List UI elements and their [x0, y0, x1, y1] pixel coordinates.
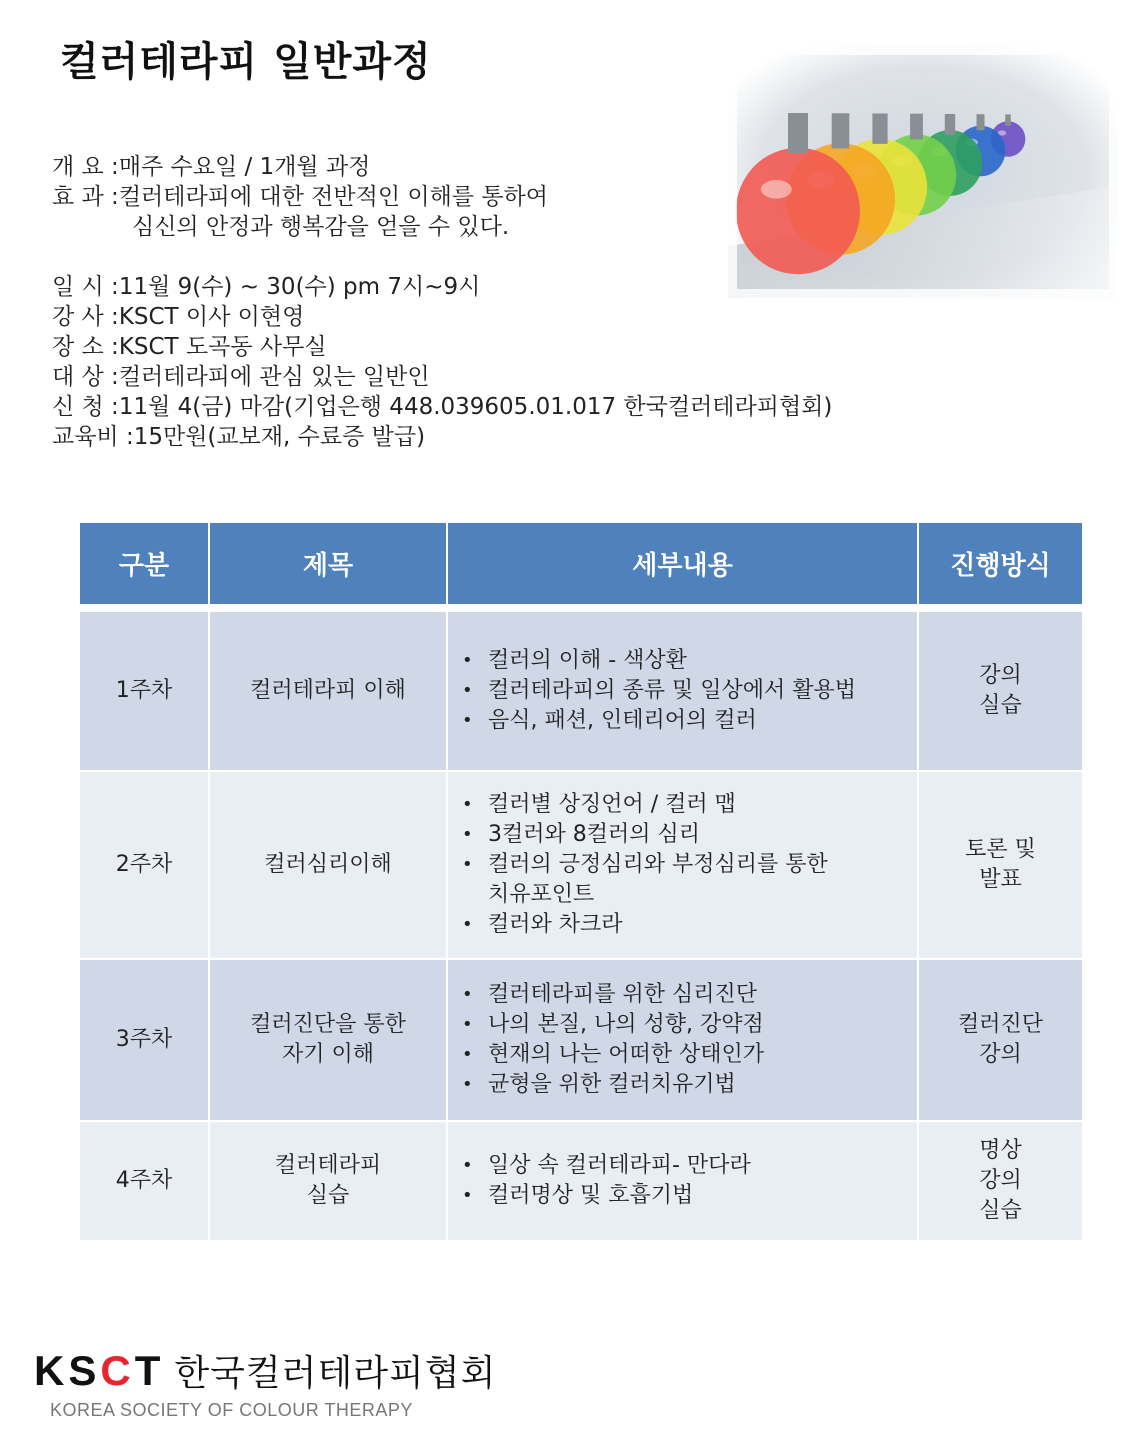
info-label: 대 상 :: [52, 364, 119, 390]
detail-text: • 컬러명상 및 호흡기법: [488, 1183, 694, 1208]
detail-text: • 음식, 패션, 인테리어의 컬러: [488, 708, 757, 733]
bottle-highlight: [761, 180, 792, 199]
list-item: [458, 676, 917, 706]
table-header-row: [79, 522, 1083, 605]
list-item: [458, 980, 917, 1010]
detail-list: [458, 646, 917, 736]
list-item: [458, 790, 917, 820]
info-line: [52, 362, 430, 392]
method-line: 명상: [979, 1138, 1022, 1163]
method-cell: [918, 611, 1083, 771]
bottle-cap: [977, 114, 985, 130]
ksct-logo: [34, 1345, 496, 1396]
table-row: [79, 771, 1083, 959]
info-value: 컬러테라피에 관심 있는 일반인: [118, 364, 430, 390]
detail-text: • 컬러테라피를 위한 심리진단: [488, 982, 758, 1007]
info-line: [52, 272, 480, 302]
info-label: 강 사 :: [52, 304, 119, 330]
info-label: 교육비 :: [52, 424, 134, 450]
week-cell: 2주차: [79, 771, 209, 959]
details-cell: [447, 1121, 918, 1241]
title-line: 컬러테라피: [274, 1153, 382, 1178]
logo-korean-name: 한국컬러테라피협회: [174, 1353, 497, 1394]
method-line: 강의: [979, 1042, 1022, 1067]
info-value: 매주 수요일 / 1개월 과정: [118, 154, 371, 180]
info-label: 개 요 :: [52, 154, 119, 180]
method-line: 강의: [979, 1168, 1022, 1193]
detail-text: 치유포인트: [488, 882, 595, 907]
detail-list: [458, 1151, 917, 1211]
table-row: [79, 611, 1083, 771]
info-value: 컬러테라피에 대한 전반적인 이해를 통하여: [118, 184, 548, 210]
page-title: 컬러테라피 일반과정: [60, 39, 432, 85]
info-line: [52, 182, 548, 212]
list-item: [458, 1181, 917, 1211]
info-label: 장 소 :: [52, 334, 119, 360]
info-label: 일 시 :: [52, 274, 119, 300]
bottle-cap: [910, 114, 923, 140]
detail-text: • 컬러의 긍정심리와 부정심리를 통한: [488, 852, 828, 877]
logo-mark: KSCT: [34, 1346, 165, 1394]
title-cell: [209, 771, 447, 959]
details-cell: [447, 771, 918, 959]
title-line: 컬러테라피 이해: [250, 678, 406, 703]
logo-english-name: KOREA SOCIETY OF COLOUR THERAPY: [50, 1400, 413, 1420]
title-line: 컬러심리이해: [264, 852, 392, 877]
method-line: 토론 및: [965, 837, 1036, 862]
method-line: 실습: [979, 1198, 1022, 1223]
detail-text: • 컬러테라피의 종류 및 일상에서 활용법: [488, 678, 857, 703]
info-label: 효 과 :: [52, 184, 119, 210]
title-cell: [209, 959, 447, 1121]
detail-list: [458, 980, 917, 1100]
list-item: [458, 646, 917, 676]
title-cell: [209, 611, 447, 771]
table-row: [79, 1121, 1083, 1241]
detail-text: • 일상 속 컬러테라피- 만다라: [488, 1153, 751, 1178]
list-item: [458, 820, 917, 850]
header-details: 세부내용: [447, 522, 918, 605]
detail-text: • 현재의 나는 어떠한 상태인가: [488, 1042, 765, 1067]
info-value: KSCT 이사 이현영: [118, 304, 305, 330]
week-cell: 4주차: [79, 1121, 209, 1241]
list-item: [458, 850, 917, 910]
title-line: 실습: [306, 1183, 350, 1208]
color-bottles-photo: [728, 46, 1118, 298]
title-line: 컬러진단을 통한: [250, 1012, 406, 1037]
detail-text: • 나의 본질, 나의 성향, 강약점: [488, 1012, 764, 1037]
schedule-table: [78, 521, 1084, 1242]
color-bottles-image: [728, 46, 1118, 298]
detail-text: • 3컬러와 8컬러의 심리: [488, 822, 700, 847]
list-item: [458, 706, 917, 736]
info-line: [132, 212, 509, 242]
details-cell: [447, 959, 918, 1121]
method-line: 컬러진단: [957, 1012, 1043, 1037]
list-item: [458, 1040, 917, 1070]
header-week: 구분: [79, 522, 209, 605]
bottle-cap: [872, 113, 887, 143]
bottle-cap: [945, 114, 955, 135]
method-line: 강의: [979, 663, 1022, 688]
title-cell: [209, 1121, 447, 1241]
info-value: 심신의 안정과 행복감을 얻을 수 있다.: [132, 214, 510, 240]
bottle-cap: [832, 113, 850, 148]
info-value: 15만원(교보재, 수료증 발급): [133, 424, 426, 450]
list-item: [458, 1070, 917, 1100]
info-value: 11월 9(수) ~ 30(수) pm 7시~9시: [118, 274, 481, 300]
week-cell: 1주차: [79, 611, 209, 771]
detail-text: • 균형을 위한 컬러치유기법: [488, 1072, 736, 1097]
list-item: [458, 1010, 917, 1040]
info-value: KSCT 도곡동 사무실: [118, 334, 327, 360]
info-line: [52, 422, 425, 452]
info-label: 신 청 :: [52, 394, 119, 420]
bottle-cap: [1005, 114, 1011, 125]
detail-text: • 컬러별 상징언어 / 컬러 맵: [488, 792, 736, 817]
method-cell: [918, 1121, 1083, 1241]
bottle-cap: [788, 113, 808, 153]
info-line: [52, 392, 832, 422]
title-line: 자기 이해: [281, 1042, 374, 1067]
header-title: 제목: [209, 522, 447, 605]
header-method: 진행방식: [918, 522, 1083, 605]
details-cell: [447, 611, 918, 771]
week-cell: 3주차: [79, 959, 209, 1121]
method-line: 발표: [979, 867, 1022, 892]
info-value: 11월 4(금) 마감(기업은행 448.039605.01.017 한국컬러테라피협회): [118, 394, 833, 420]
info-line: [52, 152, 370, 182]
info-line: [52, 302, 304, 332]
bottle-body: [736, 148, 860, 274]
table-row: [79, 959, 1083, 1121]
list-item: [458, 910, 917, 940]
list-item: [458, 1151, 917, 1181]
method-line: 실습: [979, 693, 1022, 718]
info-line: [52, 332, 327, 362]
method-cell: [918, 959, 1083, 1121]
detail-text: • 컬러와 차크라: [488, 912, 623, 937]
detail-list: [458, 790, 917, 940]
method-cell: [918, 771, 1083, 959]
detail-text: • 컬러의 이해 - 색상환: [488, 648, 687, 673]
